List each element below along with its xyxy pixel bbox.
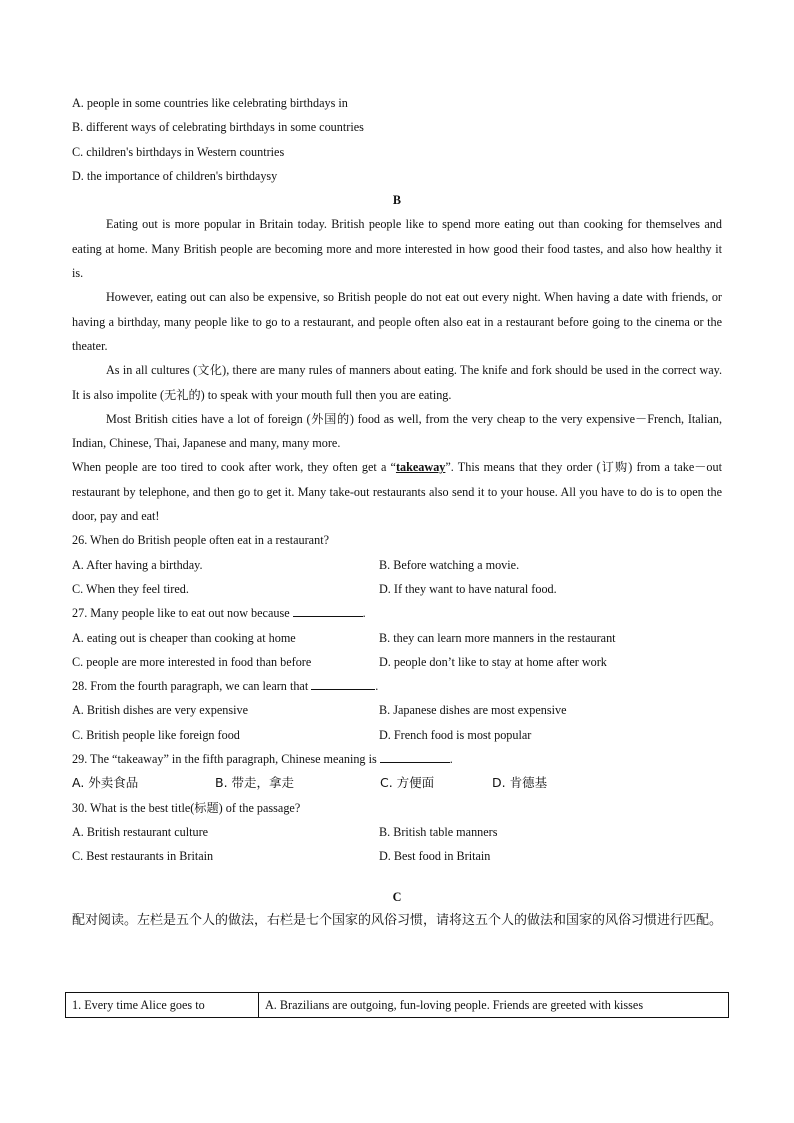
table-right-cell: A. Brazilians are outgoing, fun-loving people. Friends are greeted with kisses bbox=[259, 993, 729, 1018]
question-26 bbox=[72, 528, 722, 601]
passage-paragraph-4: Most British cities have a lot of foreign (外国的) food as well, from the very cheap to the very expensive－French, Italian, Indian, Chinese, Thai, Japanese and many, many more. bbox=[72, 411, 722, 451]
answer-blank[interactable] bbox=[380, 750, 450, 763]
option-c: C. children's birthdays in Western countries bbox=[72, 144, 285, 159]
p5-after: ”. This means that they order (订购) from a take－out restaurant by telephone, and then go to get it. Many take-out restaurants also send it to your house. All you have to do is to open the door, pay and eat! bbox=[72, 460, 722, 524]
table-left-cell: 1. Every time Alice goes to bbox=[66, 993, 259, 1018]
question-27 bbox=[72, 601, 722, 674]
option-d: D. French food is most popular bbox=[379, 727, 532, 742]
passage-paragraph-1: Eating out is more popular in Britain today. British people like to spend more eating out than cooking for themselves and eating at home. Many British people are becoming more and more interested in how good their food tastes, and also how healthy it is. bbox=[72, 217, 722, 281]
passage-paragraph-5 bbox=[72, 455, 722, 528]
section-c-instruction: 配对阅读。左栏是五个人的做法，右栏是七个国家的风俗习惯，请将这五个人的做法和国家的风俗习惯进行匹配。 bbox=[72, 912, 723, 928]
option-b: B. Japanese dishes are most expensive bbox=[379, 703, 567, 718]
option-c: C. people are more interested in food than before bbox=[72, 654, 312, 669]
question-stem: 29. The “takeaway” in the fifth paragraph, Chinese meaning is . bbox=[72, 752, 453, 767]
section-c-heading: C bbox=[392, 889, 402, 904]
option-d: D. 肯德基 bbox=[492, 775, 548, 791]
option-c: C. Best restaurants in Britain bbox=[72, 849, 214, 864]
document-page bbox=[72, 91, 722, 933]
table-row bbox=[66, 993, 729, 1018]
option-a: A. British dishes are very expensive bbox=[72, 703, 248, 718]
p5-before: When people are too tired to cook after work, they often get a “ bbox=[72, 460, 396, 475]
question-30 bbox=[72, 796, 722, 869]
question-stem: 27. Many people like to eat out now because . bbox=[72, 606, 366, 621]
passage-paragraph-3: As in all cultures (文化), there are many rules of manners about eating. The knife and fork should be used in the correct way. It is also impolite (无礼的) to speak with your mouth full then you are eating. bbox=[72, 363, 722, 402]
option-a: A. people in some countries like celebrating birthdays in bbox=[72, 96, 348, 110]
option-d: D. the importance of children's birthdaysy bbox=[72, 168, 278, 183]
option-b: B. they can learn more manners in the restaurant bbox=[379, 630, 616, 645]
matching-table bbox=[65, 992, 729, 1018]
previous-question-options bbox=[72, 91, 722, 188]
question-28 bbox=[72, 674, 722, 747]
option-d: D. If they want to have natural food. bbox=[379, 581, 557, 596]
option-b: B. 带走，拿走 bbox=[215, 775, 295, 791]
option-b: B. British table manners bbox=[379, 824, 498, 839]
section-b-heading: B bbox=[392, 193, 402, 208]
option-c: C. When they feel tired. bbox=[72, 581, 189, 596]
answer-blank[interactable] bbox=[311, 677, 375, 690]
option-d: D. Best food in Britain bbox=[379, 849, 491, 864]
question-stem: 26. When do British people often eat in a restaurant? bbox=[72, 533, 329, 548]
option-b: B. different ways of celebrating birthdays in some countries bbox=[72, 120, 364, 135]
option-c: C. 方便面 bbox=[380, 775, 435, 791]
option-c: C. British people like foreign food bbox=[72, 727, 240, 742]
answer-blank[interactable] bbox=[293, 604, 363, 617]
question-stem: 30. What is the best title(标题) of the passage? bbox=[72, 800, 301, 815]
option-a: A. eating out is cheaper than cooking at home bbox=[72, 630, 296, 645]
passage-paragraph-2: However, eating out can also be expensive, so British people do not eat out every night. When having a date with friends, or having a birthday, many people like to go to a restaurant, and people often also eat in a restaurant before going to the cinema or the theater. bbox=[72, 290, 722, 353]
option-a: A. 外卖食品 bbox=[72, 775, 139, 791]
option-a: A. British restaurant culture bbox=[72, 824, 209, 839]
option-b: B. Before watching a movie. bbox=[379, 557, 520, 572]
option-a: A. After having a birthday. bbox=[72, 557, 203, 572]
takeaway-word: takeaway bbox=[395, 460, 446, 475]
option-d: D. people don’t like to stay at home after work bbox=[379, 654, 607, 669]
question-29 bbox=[72, 747, 722, 796]
question-stem: 28. From the fourth paragraph, we can learn that . bbox=[72, 679, 379, 694]
